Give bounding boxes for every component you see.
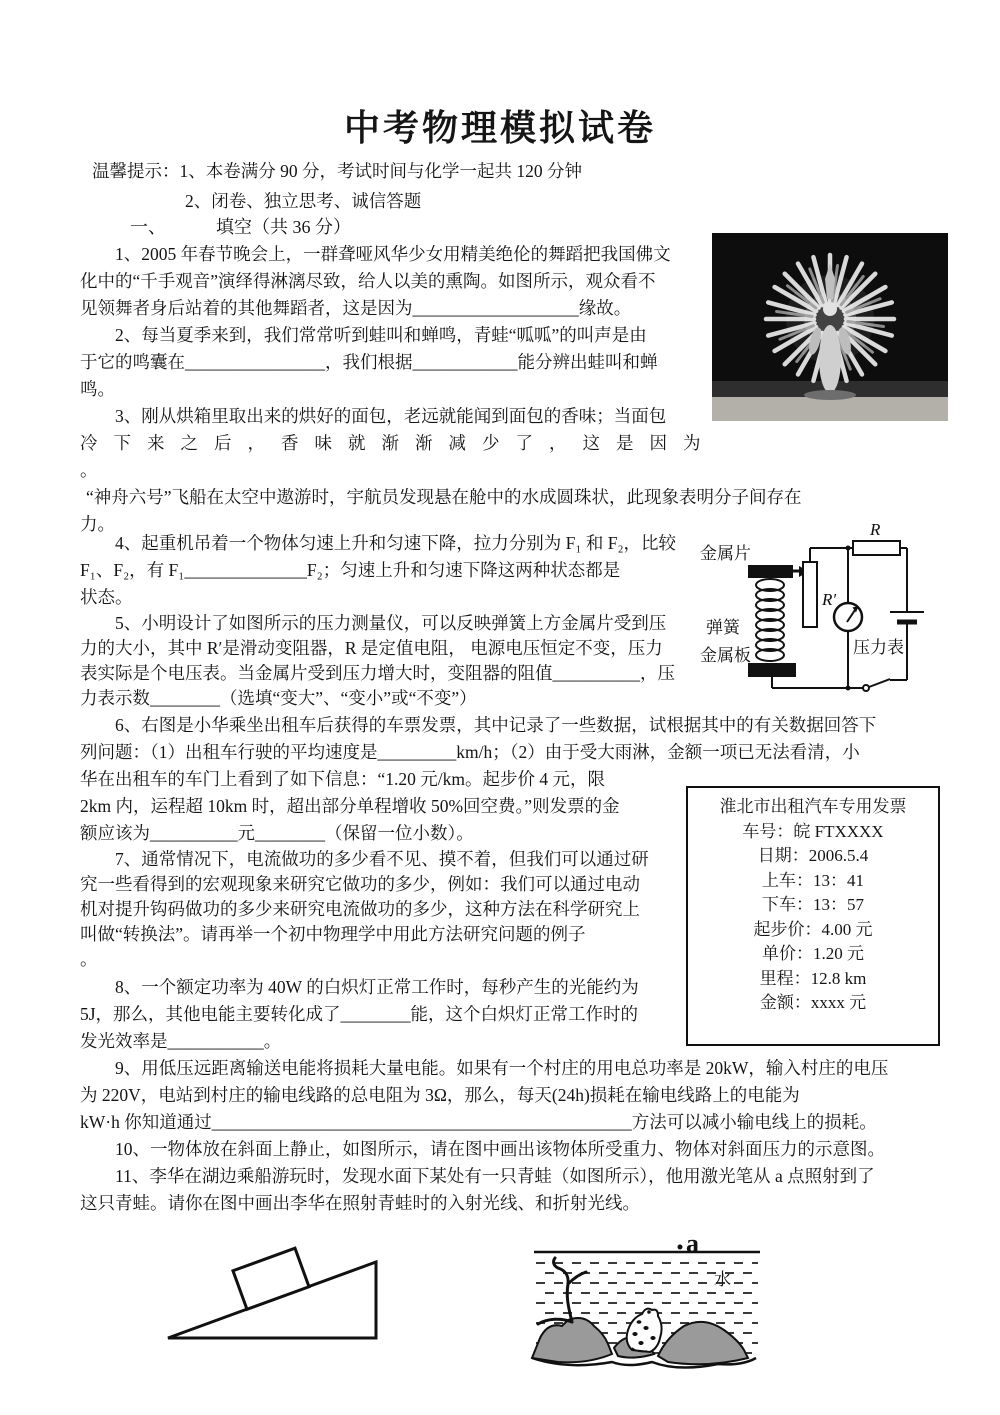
receipt-line: 上车：13：41: [762, 870, 864, 890]
metal-plate-bar: [748, 663, 796, 677]
frog: [627, 1309, 662, 1352]
point-a-label: a: [686, 1229, 699, 1258]
text-line: 发光效率是___________。: [80, 1031, 282, 1051]
text-line: 力表示数________（选填“变大”、“变小”或“不变”）: [80, 688, 477, 708]
section-title: 填空（共 36 分）: [216, 217, 351, 237]
text-line: “神舟六号”飞船在太空中遨游时，宇航员发现悬在舱中的水成圆珠状，此现象表明分子间存在: [86, 487, 802, 507]
question-11: [80, 1163, 875, 1217]
text-line: 10、一物体放在斜面上静止，如图所示，请在图中画出该物体所受重力、物体对斜面压力的示意图。: [115, 1139, 885, 1159]
taxi-receipt: [686, 786, 940, 1046]
question-7: [80, 847, 649, 972]
receipt-line: 单价：1.20 元: [762, 944, 864, 963]
text-line: 状态。: [80, 587, 133, 607]
text-line: 3、刚从烘箱里取出来的烘好的面包，老远就能闻到面包的香味；当面包: [115, 406, 667, 426]
lake-svg: [528, 1222, 776, 1378]
page-title: 中考物理模拟试卷: [343, 107, 656, 148]
block-on-incline: [233, 1248, 309, 1309]
rheostat: [803, 562, 817, 627]
text-line: 2、每当夏季来到，我们常常听到蛙叫和蝉鸣，青蛙“呱呱”的叫声是由: [115, 325, 647, 345]
battery-symbol: [890, 612, 924, 622]
switch-symbol: [863, 679, 890, 691]
guanyin-photo-svg: [712, 233, 948, 421]
gauge-label: 压力表: [853, 638, 904, 657]
text-line: 于它的鸣囊在________________，我们根据____________能分辨出蛙叫和蝉: [80, 352, 658, 372]
receipt-line: 下车：13：57: [762, 895, 864, 914]
text-line: 冷下来之后，香味就渐渐减少了，这是因为: [80, 433, 717, 453]
text-line: 力的大小，其中 R′是滑动变阻器，R 是定值电阻， 电源电压恒定不变，压力: [80, 638, 663, 658]
resistor-label: R: [870, 520, 881, 539]
spring-coil: [756, 579, 784, 661]
text-line: 6、右图是小华乘坐出租车后获得的车票发票，其中记录了一些数据，试根据其中的有关数据回答下: [115, 715, 877, 735]
text-line: F₁、F₂，有 F₁______________F₂；匀速上升和匀速下降这两种状态都是: [80, 560, 621, 580]
incline-figure: [140, 1238, 440, 1373]
text-line: kW·h 你知道通过________________________________________________方法可以减小输电线上的损耗。: [80, 1112, 877, 1132]
receipt-line: 淮北市出租汽车专用发票: [719, 797, 907, 816]
section-heading: [130, 213, 351, 239]
receipt-line: 里程：12.8 km: [759, 968, 867, 988]
circuit-svg: [698, 515, 950, 710]
text-line: 化中的“千手观音”演绎得淋漓尽致，给人以美的熏陶。如图所示，观众看不: [80, 271, 656, 291]
text-line: 1、2005 年春节晚会上，一群聋哑风华少女用精美绝伦的舞蹈把我国佛文: [115, 244, 671, 264]
text-line: 4、起重机吊着一个物体匀速上升和匀速下降，拉力分别为 F₁ 和 F₂，比较: [115, 533, 677, 553]
receipt-line: 车号：皖 FTXXXX: [742, 821, 884, 841]
text-line: 鸣。: [80, 379, 115, 399]
text-line: 表实际是个电压表。当金属片受到压力增大时，变阻器的阻值__________，压: [80, 663, 675, 683]
receipt-line: 起步价：4.00 元: [753, 919, 873, 939]
metal-sheet-bar: [748, 565, 793, 578]
lake-figure: [528, 1222, 776, 1383]
text-line: 这只青蛙。请你在图中画出李华在照射青蛙时的入射光线、和折射光线。: [80, 1193, 640, 1213]
text-line: 5、小明设计了如图所示的压力测量仪，可以反映弹簧上方金属片受到压: [115, 613, 667, 633]
question-9: [80, 1055, 888, 1136]
question-2: [80, 322, 658, 403]
question-4: [80, 530, 676, 611]
water-label: 水: [714, 1270, 731, 1289]
text-line: 8、一个额定功率为 40W 的白炽灯正常工作时，每秒产生的光能约为: [115, 977, 639, 997]
hint-line-1: 温馨提示：1、本卷满分 90 分，考试时间与化学一起共 120 分钟: [92, 161, 582, 181]
question-8: [80, 974, 639, 1055]
text-line: 为 220V，电站到村庄的输电线路的总电阻为 3Ω，那么，每天(24h)损耗在输电线路上的电能为: [80, 1085, 800, 1105]
question-1: [80, 241, 671, 322]
question-10: [80, 1136, 885, 1163]
hint-line-2: 2、闭卷、独立思考、诚信答题: [185, 191, 422, 211]
rheostat-label: R′: [822, 590, 837, 609]
text-line: 。: [80, 949, 98, 969]
text-line: 究一些看得到的宏观现象来研究它做功的多少，例如：我们可以通过电动: [80, 874, 640, 894]
text-line: 力。: [80, 514, 115, 534]
guanyin-dance-photo: [712, 233, 948, 426]
text-line: 7、通常情况下，电流做功的多少看不见、摸不着，但我们可以通过研: [115, 849, 649, 869]
fixed-resistor: [853, 541, 900, 555]
text-line: 华在出租车的车门上看到了如下信息：“1.20 元/km。起步价 4 元，限: [80, 769, 605, 789]
point-a-dot: [678, 1245, 683, 1250]
question-3: [80, 403, 717, 484]
text-line: 9、用低压远距离输送电能将损耗大量电能。如果有一个村庄的用电总功率是 20kW，输入村庄的电压: [115, 1058, 889, 1078]
metal-plate-label: 金属板: [700, 646, 751, 665]
spring-label: 弹簧: [706, 618, 740, 637]
text-line: 。: [80, 460, 98, 480]
text-line: 列问题：（1）出租车行驶的平均速度是_________km/h；（2）由于受大雨淋，金额一项已无法看清，小: [80, 742, 860, 762]
metal-sheet-label: 金属片: [700, 544, 751, 563]
text-line: 额应该为__________元________（保留一位小数）。: [80, 823, 474, 843]
receipt-line: 日期：2006.5.4: [757, 846, 869, 865]
incline-svg: [140, 1238, 440, 1368]
text-line: 5J，那么，其他电能主要转化成了________能，这个白炽灯正常工作时的: [80, 1004, 639, 1024]
text-line: 2km 内，运程超 10km 时，超出部分单程增收 50%回空费。”则发票的金: [80, 796, 620, 816]
question-5: [80, 611, 675, 711]
twig: [538, 1258, 586, 1324]
text-line: 见领舞者身后站着的其他舞蹈者，这是因为___________________缘故。: [80, 298, 632, 318]
section-number: 一、: [130, 217, 166, 237]
pressure-circuit-figure: [698, 515, 950, 715]
text-line: 机对提升钩码做功的多少来研究电流做功的多少，这种方法在科学研究上: [80, 899, 640, 919]
text-line: 叫做“转换法”。请再举一个初中物理学中用此方法研究问题的例子: [80, 924, 586, 944]
text-line: 11、李华在湖边乘船游玩时，发现水面下某处有一只青蛙（如图所示），他用激光笔从 a 点照射到了: [115, 1166, 875, 1186]
receipt-line: 金额：xxxx 元: [759, 993, 867, 1012]
